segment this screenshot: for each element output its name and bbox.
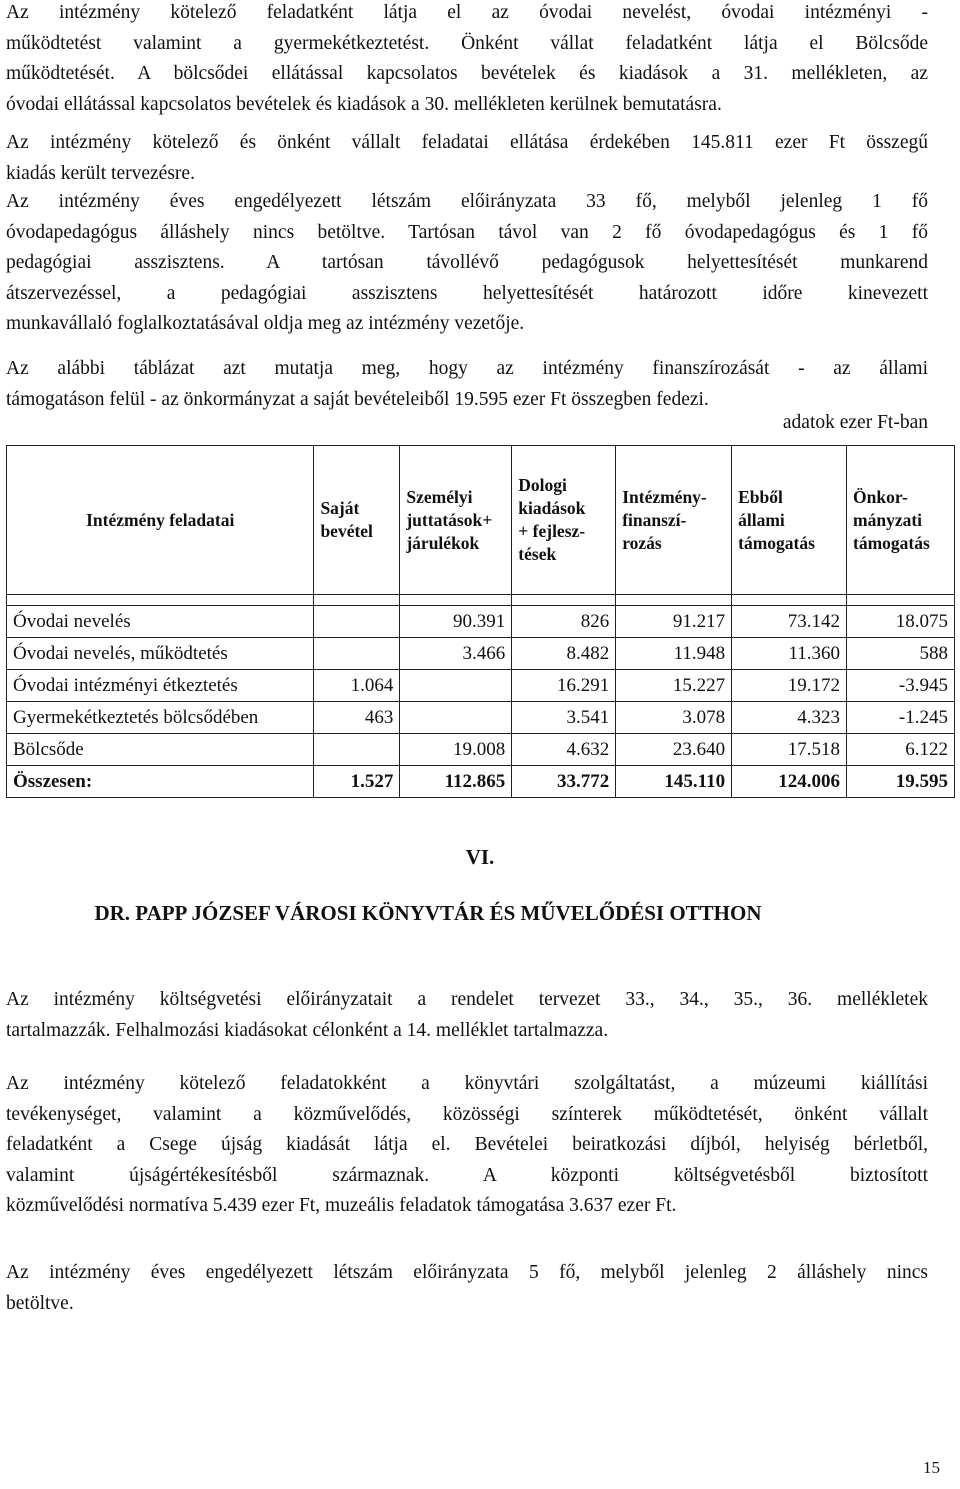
paragraph-duties xyxy=(6,1069,928,1222)
header-own-revenue: Saját bevétel xyxy=(314,446,400,595)
text-line: óvodai ellátással kapcsolatos bevételek és kiadások a 30. mellékleten kerülnek bemutatásra. xyxy=(6,93,722,115)
row-label: Bölcsőde xyxy=(7,734,314,766)
total-label: Összesen: xyxy=(7,766,314,798)
cell: 19.172 xyxy=(732,670,847,702)
text-line: Az intézmény kötelező és önként vállalt feladatai ellátása érdekében 145.811 ezer Ft összegű xyxy=(6,132,928,153)
table-spacer xyxy=(7,595,955,606)
paragraph-intro xyxy=(6,0,928,120)
cell: 11.360 xyxy=(732,638,847,670)
cell xyxy=(314,734,400,766)
text-line: pedagógiai asszisztens. A tartósan távollévő pedagógusok helyettesítését munkarend xyxy=(6,252,928,273)
text-line: Az intézmény kötelező feladatként látja el az óvodai nevelést, óvodai intézményi - xyxy=(6,2,928,23)
cell: 6.122 xyxy=(847,734,955,766)
cell: 15.227 xyxy=(616,670,732,702)
cell: 16.291 xyxy=(512,670,616,702)
page-number: 15 xyxy=(923,1458,940,1477)
cell xyxy=(314,606,400,638)
paragraph-expense xyxy=(6,128,928,189)
cell: 3.541 xyxy=(512,702,616,734)
paragraph-library-staff xyxy=(6,1258,928,1319)
cell: 91.217 xyxy=(616,606,732,638)
text-line: betöltve. xyxy=(6,1292,74,1314)
total-cell: 124.006 xyxy=(732,766,847,798)
table-row xyxy=(7,734,955,766)
section-number: VI. xyxy=(465,845,495,869)
financing-table xyxy=(6,445,955,798)
text-line: munkavállaló foglalkoztatásával oldja meg az intézmény vezetője. xyxy=(6,313,525,334)
cell: 463 xyxy=(314,702,400,734)
cell: 4.632 xyxy=(512,734,616,766)
total-cell: 19.595 xyxy=(847,766,955,798)
units-note: adatok ezer Ft-ban xyxy=(782,412,928,433)
cell: 588 xyxy=(847,638,955,670)
text-line: közművelődési normatíva 5.439 ezer Ft, muzeális feladatok támogatása 3.637 ezer Ft. xyxy=(6,1195,677,1216)
paragraph-staff xyxy=(6,187,928,340)
table-row xyxy=(7,670,955,702)
text-line: tevékenységet, valamint a közművelődés, közösségi színterek működtetését, önként vállalt xyxy=(6,1103,928,1125)
text-line: óvodapedagógus álláshely nincs betöltve. Tartósan távol van 2 fő óvodapedagógus és 1 fő xyxy=(6,221,928,243)
table-total-row xyxy=(7,766,955,798)
cell: 11.948 xyxy=(616,638,732,670)
cell: 73.142 xyxy=(732,606,847,638)
cell: 90.391 xyxy=(400,606,512,638)
row-label: Óvodai nevelés xyxy=(7,606,314,638)
text-line: Az intézmény éves engedélyezett létszám előirányzata 33 fő, melyből jelenleg 1 fő xyxy=(6,191,928,212)
cell: 1.064 xyxy=(314,670,400,702)
cell: -3.945 xyxy=(847,670,955,702)
text-line: működtetését. A bölcsődei ellátással kapcsolatos bevételek és kiadások a 31. mellékleten, az xyxy=(6,63,928,84)
cell xyxy=(314,638,400,670)
cell: 23.640 xyxy=(616,734,732,766)
cell: 8.482 xyxy=(512,638,616,670)
text-line: működtetést valamint a gyermekétkeztetést. Önként vállat feladatként látja el Bölcsőde xyxy=(6,32,928,54)
row-label: Óvodai intézményi étkeztetés xyxy=(7,670,314,702)
header-personnel: Személyi juttatások+ járulékok xyxy=(400,446,512,595)
table-row xyxy=(7,606,955,638)
text-line: feladatként a Csege újság kiadását látja el. Bevételei beiratkozási díjból, helyiség bérletből, xyxy=(6,1134,928,1155)
text-line: Az alábbi táblázat azt mutatja meg, hogy az intézmény finanszírozását - az állami xyxy=(6,358,928,379)
text-line: tartalmazzák. Felhalmozási kiadásokat célonként a 14. melléklet tartalmazza. xyxy=(6,1019,609,1041)
total-cell: 112.865 xyxy=(400,766,512,798)
cell: 3.078 xyxy=(616,702,732,734)
text-line: Az intézmény éves engedélyezett létszám előirányzata 5 fő, melyből jelenleg 2 álláshely nincs xyxy=(6,1262,928,1283)
text-line: átszervezéssel, a pedagógiai asszisztens helyettesítését határozott időre kinevezett xyxy=(6,282,928,304)
total-cell: 145.110 xyxy=(616,766,732,798)
paragraph-budget xyxy=(6,985,928,1046)
cell: 18.075 xyxy=(847,606,955,638)
header-institution-financing: Intézmény- finanszí- rozás xyxy=(616,446,732,595)
text-line: Az intézmény költségvetési előirányzatait a rendelet tervezet 33., 34., 35., 36. mellékletek xyxy=(6,989,928,1010)
cell xyxy=(400,670,512,702)
total-cell: 33.772 xyxy=(512,766,616,798)
section-title: DR. PAPP JÓZSEF VÁROSI KÖNYVTÁR ÉS MŰVELŐDÉSI OTTHON xyxy=(94,901,762,925)
row-label: Óvodai nevelés, működtetés xyxy=(7,638,314,670)
paragraph-table-intro xyxy=(6,354,928,415)
header-municipal-support: Önkor- mányzati támogatás xyxy=(847,446,955,595)
row-label: Gyermekétkeztetés bölcsődében xyxy=(7,702,314,734)
cell: 3.466 xyxy=(400,638,512,670)
header-state-support: Ebből állami támogatás xyxy=(732,446,847,595)
text-line: támogatáson felül - az önkormányzat a saját bevételeiből 19.595 ezer Ft összegben fedezi. xyxy=(6,388,709,410)
table-header-row xyxy=(7,446,955,595)
cell: 826 xyxy=(512,606,616,638)
total-cell: 1.527 xyxy=(314,766,400,798)
table-row xyxy=(7,702,955,734)
cell: -1.245 xyxy=(847,702,955,734)
header-material: Dologi kiadások + fejlesz- tések xyxy=(512,446,616,595)
cell xyxy=(400,702,512,734)
cell: 17.518 xyxy=(732,734,847,766)
text-line: Az intézmény kötelező feladatokként a könyvtári szolgáltatást, a múzeumi kiállítási xyxy=(6,1073,928,1094)
table-row xyxy=(7,638,955,670)
text-line: valamint újságértékesítésből származnak. A központi költségvetésből biztosított xyxy=(6,1164,928,1186)
cell: 19.008 xyxy=(400,734,512,766)
header-tasks: Intézmény feladatai xyxy=(7,446,314,595)
text-line: kiadás került tervezésre. xyxy=(6,162,195,184)
cell: 4.323 xyxy=(732,702,847,734)
